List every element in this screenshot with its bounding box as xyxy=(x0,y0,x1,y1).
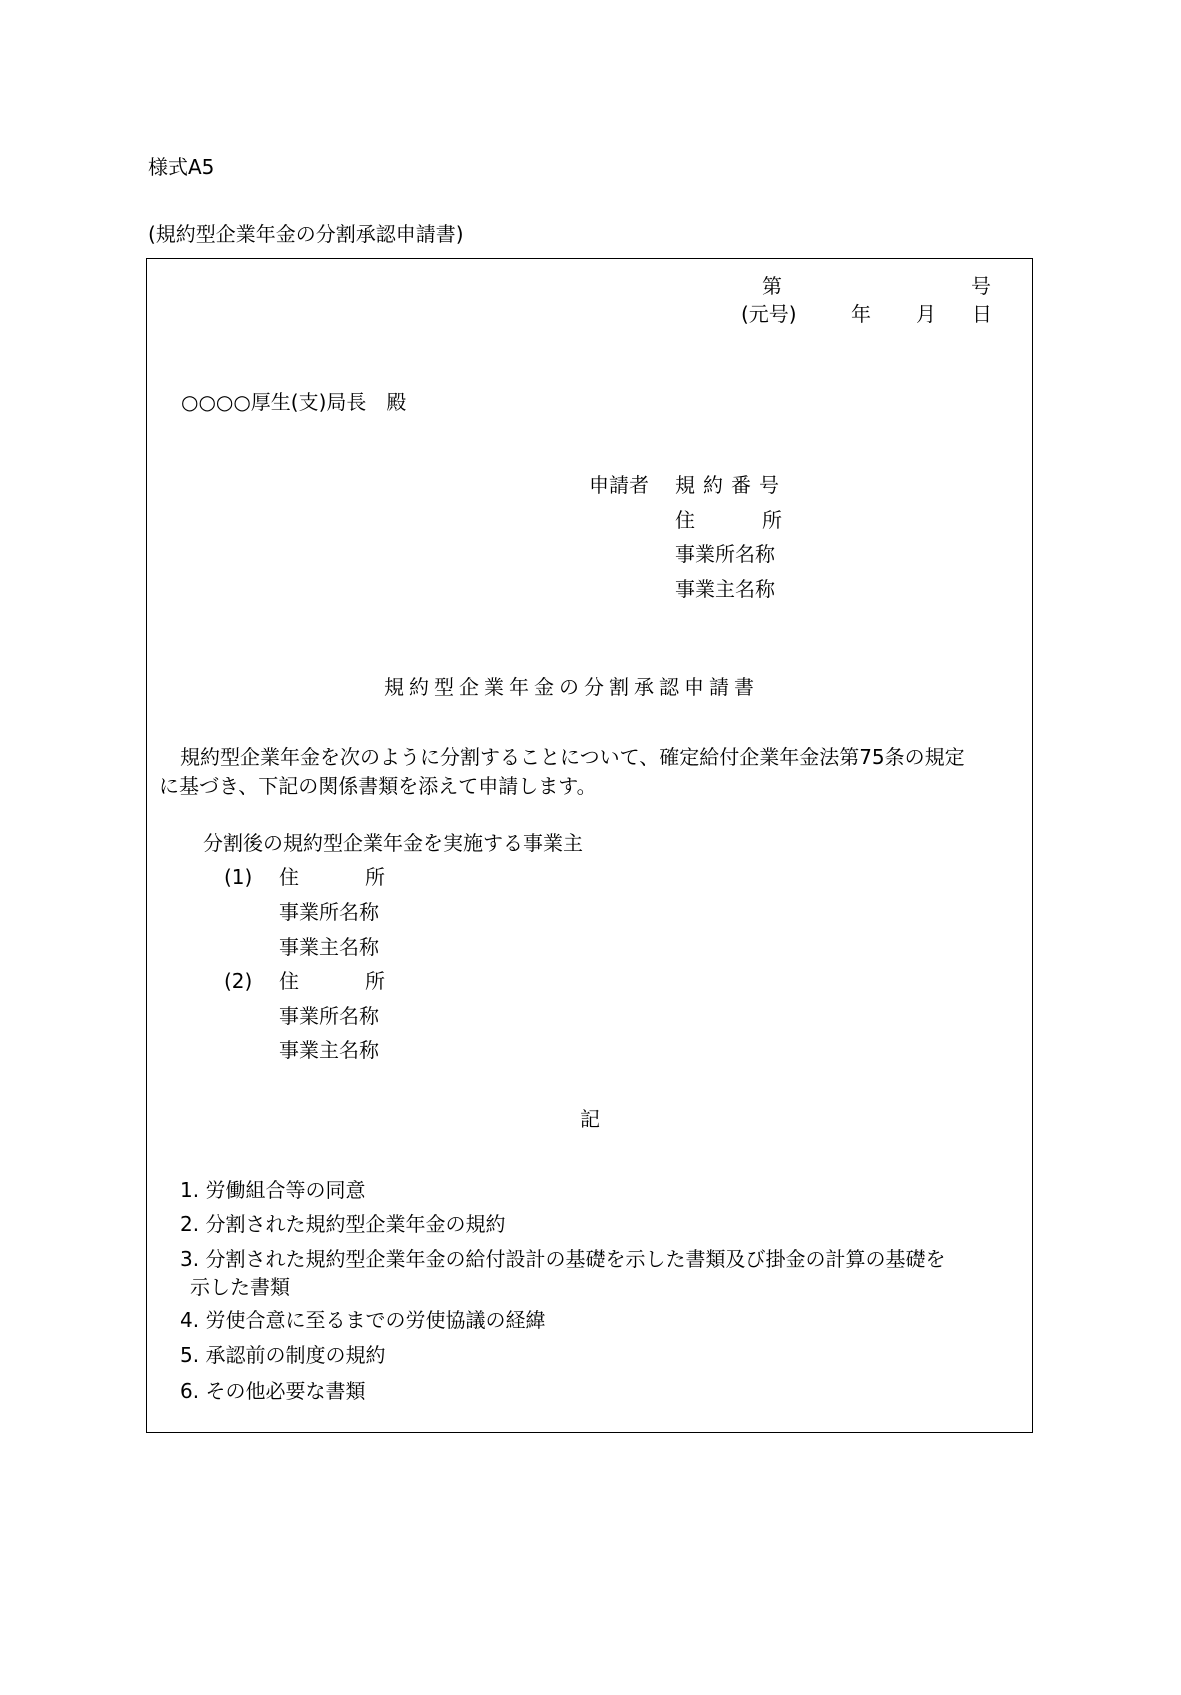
attachment-item: 5. 承認前の制度の規約 xyxy=(180,1343,386,1367)
body-line-1: 規約型企業年金を次のように分割することについて、確定給付企業年金法第75条の規定 xyxy=(180,745,965,769)
day-label: 日 xyxy=(972,302,992,326)
form-caption: (規約型企業年金の分割承認申請書) xyxy=(148,222,464,246)
successor-2-address-2: 所 xyxy=(365,969,385,993)
successor-1-address-2: 所 xyxy=(365,865,385,889)
addressee: ○○○○厚生(支)局長 殿 xyxy=(181,390,407,414)
attachment-item: 4. 労使合意に至るまでの労使協議の経緯 xyxy=(180,1308,546,1332)
successor-1-office: 事業所名称 xyxy=(279,900,379,924)
month-label: 月 xyxy=(916,302,936,326)
attachment-item: 2. 分割された規約型企業年金の規約 xyxy=(180,1212,506,1236)
form-id: 様式A5 xyxy=(148,155,215,179)
applicant-address-1: 住 xyxy=(675,508,695,532)
applicant-office-name: 事業所名称 xyxy=(675,542,775,566)
applicant-address-2: 所 xyxy=(762,508,782,532)
successors-heading: 分割後の規約型企業年金を実施する事業主 xyxy=(203,831,583,855)
successor-2-address-1: 住 xyxy=(279,969,299,993)
attachment-item: 3. 分割された規約型企業年金の給付設計の基礎を示した書類及び掛金の計算の基礎を xyxy=(180,1247,946,1271)
successor-1-address-1: 住 xyxy=(279,865,299,889)
body-line-2: に基づき、下記の関係書類を添えて申請します。 xyxy=(159,774,597,798)
document-title: 規約型企業年金の分割承認申請書 xyxy=(384,675,759,699)
successor-1-owner: 事業主名称 xyxy=(279,935,379,959)
applicant-rule-number: 規約番号 xyxy=(675,473,787,497)
applicant-label: 申請者 xyxy=(589,473,649,497)
attachment-item-continued: 示した書類 xyxy=(190,1275,290,1299)
successor-2-index: (2) xyxy=(224,969,253,993)
successor-1-index: (1) xyxy=(224,865,253,889)
attachment-item: 1. 労働組合等の同意 xyxy=(180,1178,366,1202)
year-label: 年 xyxy=(851,302,871,326)
applicant-owner-name: 事業主名称 xyxy=(675,577,775,601)
number-suffix: 号 xyxy=(971,274,991,298)
successor-2-owner: 事業主名称 xyxy=(279,1038,379,1062)
number-prefix: 第 xyxy=(762,274,782,298)
attachment-item: 6. その他必要な書類 xyxy=(180,1379,366,1403)
era-label: (元号) xyxy=(741,302,797,326)
successor-2-office: 事業所名称 xyxy=(279,1004,379,1028)
ki-heading: 記 xyxy=(580,1107,600,1131)
